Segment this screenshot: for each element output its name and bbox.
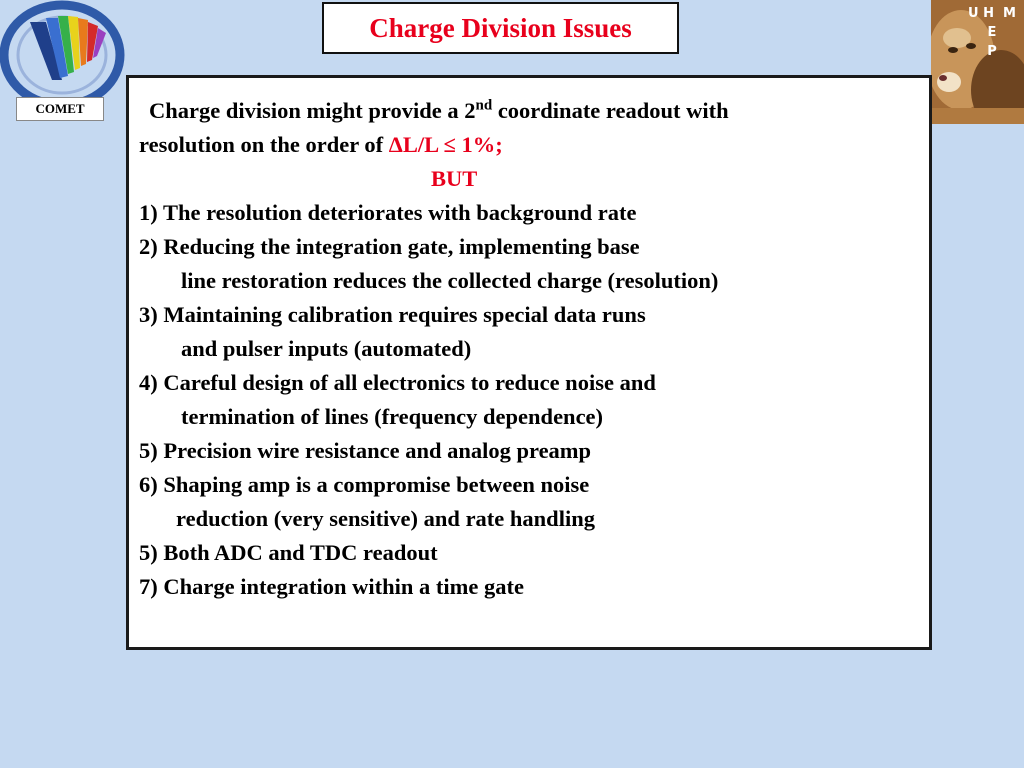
uhmep-logo bbox=[931, 0, 1024, 124]
content-text bbox=[139, 94, 919, 604]
resolution-formula: ΔL/L ≤ 1%; bbox=[388, 132, 503, 157]
intro-line-2: resolution on the order of ΔL/L ≤ 1%; bbox=[139, 132, 503, 157]
uhmep-letters: U H M E P bbox=[968, 6, 1016, 59]
list-item-continuation: and pulser inputs (automated) bbox=[181, 336, 472, 361]
list-item: 6) Shaping amp is a compromise between noise bbox=[139, 472, 590, 497]
but-label: BUT bbox=[431, 166, 478, 191]
content-box bbox=[126, 75, 932, 650]
list-item: 3) Maintaining calibration requires special data runs bbox=[139, 302, 646, 327]
list-item: 4) Careful design of all electronics to reduce noise and bbox=[139, 370, 656, 395]
list-item-continuation: termination of lines (frequency dependence) bbox=[181, 404, 604, 429]
list-item: 1) The resolution deteriorates with background rate bbox=[139, 200, 637, 225]
comet-label: COMET bbox=[16, 97, 104, 121]
list-item-continuation: reduction (very sensitive) and rate handling bbox=[176, 506, 595, 531]
list-item: 2) Reducing the integration gate, implementing base bbox=[139, 234, 640, 259]
list-item-continuation: line restoration reduces the collected charge (resolution) bbox=[181, 268, 719, 293]
list-item: 5) Both ADC and TDC readout bbox=[139, 540, 438, 565]
intro-line-1: Charge division might provide a 2nd coordinate readout with bbox=[149, 97, 729, 123]
title-box bbox=[322, 2, 679, 54]
list-item: 7) Charge integration within a time gate bbox=[139, 574, 524, 599]
list-item: 5) Precision wire resistance and analog preamp bbox=[139, 438, 592, 463]
slide-title: Charge Division Issues bbox=[369, 12, 632, 43]
